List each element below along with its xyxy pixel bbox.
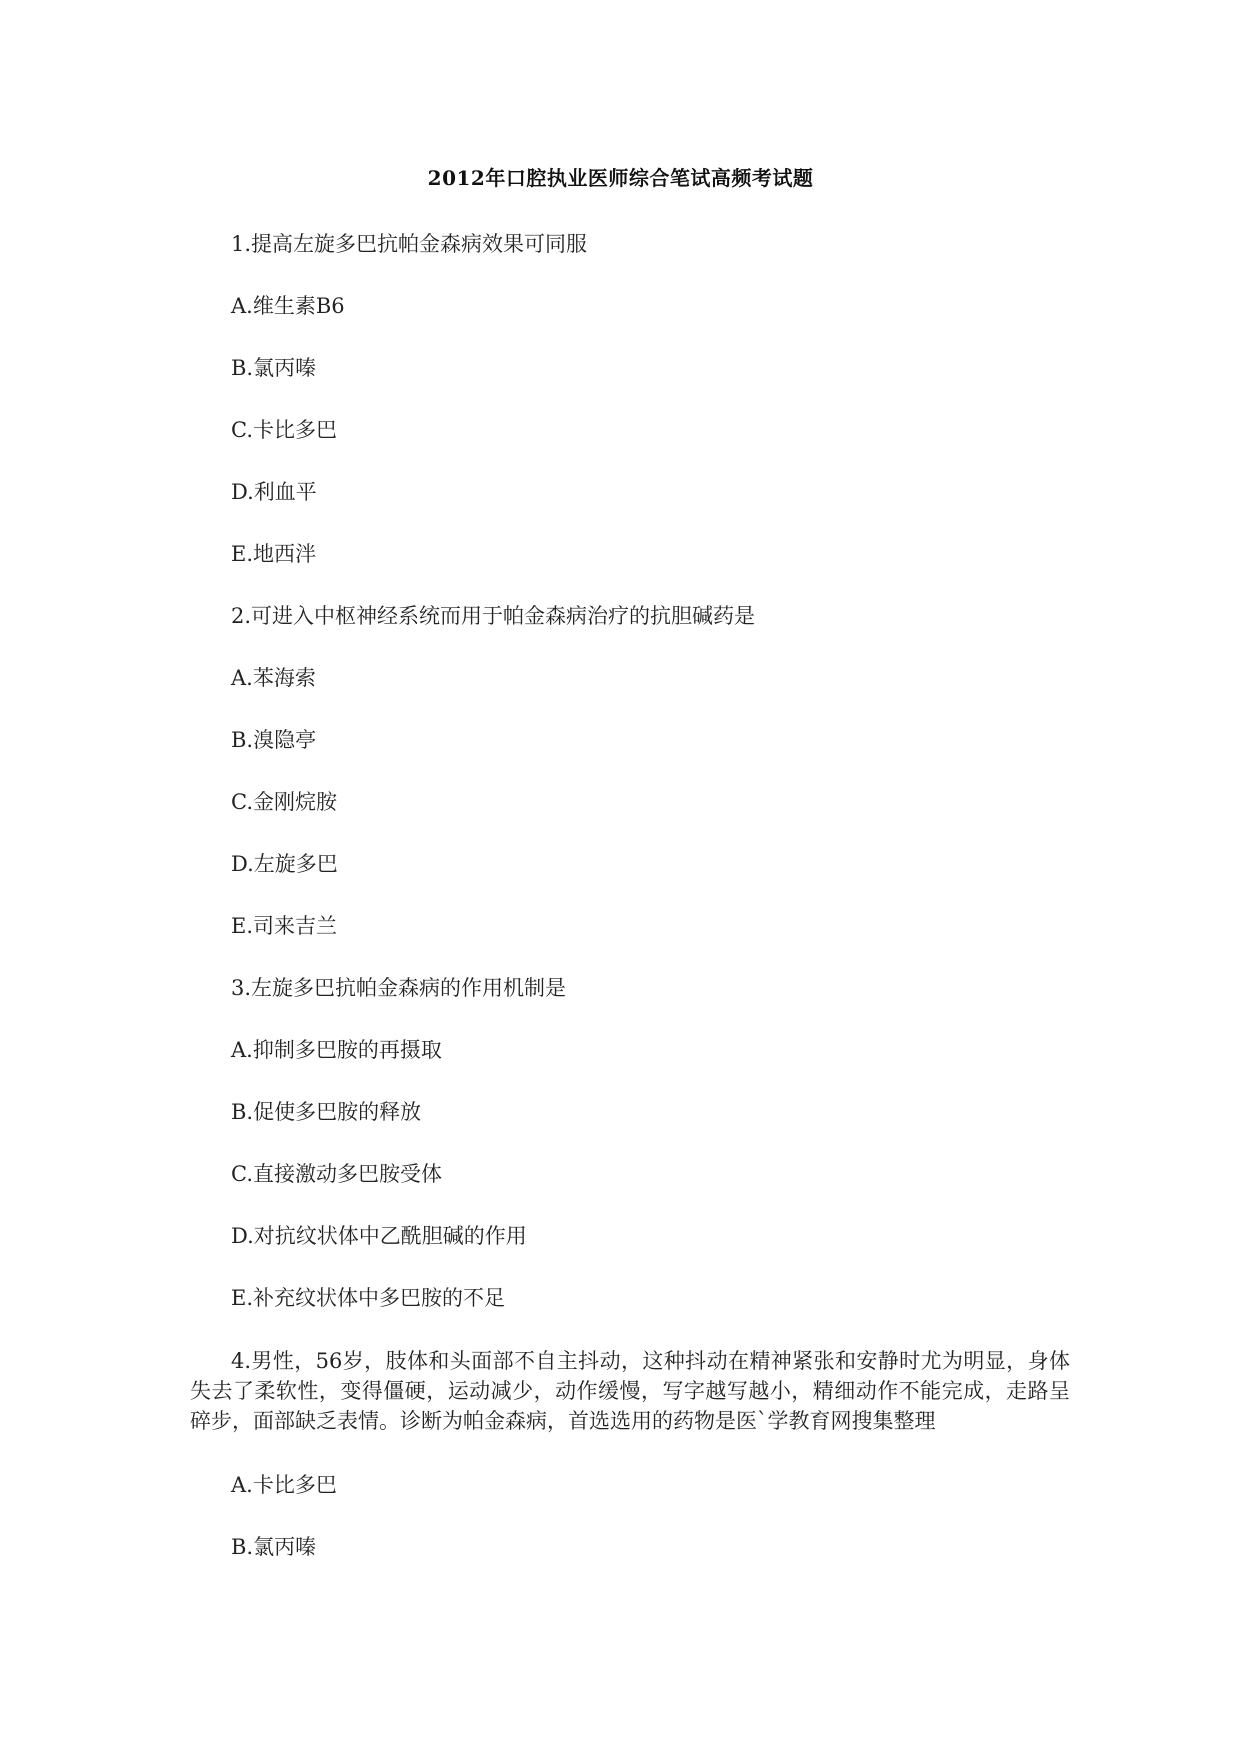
question-2-option-c: C.金刚烷胺 — [231, 790, 337, 814]
question-4-stem: 4.男性，56岁，肢体和头面部不自主抖动，这种抖动在精神紧张和安静时尤为明显，身体失去了柔软性，变得僵硬，运动减少，动作缓慢，写字越写越小，精细动作不能完成，走路呈碎步，面部缺乏表情。诊断为帕金森病，首选选用的药物是医`学教育网搜集整理 — [190, 1349, 1070, 1433]
question-3-option-d: D.对抗纹状体中乙酰胆碱的作用 — [231, 1224, 527, 1248]
question-3-option-c: C.直接激动多巴胺受体 — [231, 1162, 442, 1186]
question-3-stem: 3.左旋多巴抗帕金森病的作用机制是 — [231, 976, 567, 1000]
question-4-option-a: A.卡比多巴 — [231, 1473, 337, 1497]
question-1-option-d: D.利血平 — [231, 480, 317, 504]
question-1-stem: 1.提高左旋多巴抗帕金森病效果可同服 — [231, 232, 588, 256]
question-3-option-a: A.抑制多巴胺的再摄取 — [231, 1038, 442, 1062]
question-2-option-b: B.溴隐亭 — [231, 728, 317, 752]
question-1-option-c: C.卡比多巴 — [231, 418, 337, 442]
document-title: 2012年口腔执业医师综合笔试高频考试题 — [427, 166, 814, 190]
question-2-option-a: A.苯海索 — [231, 666, 316, 690]
question-1-option-a: A.维生素B6 — [231, 294, 345, 318]
question-2-stem: 2.可进入中枢神经系统而用于帕金森病治疗的抗胆碱药是 — [231, 604, 756, 628]
question-1-option-e: E.地西泮 — [231, 542, 317, 566]
question-3-option-e: E.补充纹状体中多巴胺的不足 — [231, 1286, 506, 1310]
question-1-option-b: B.氯丙嗪 — [231, 356, 317, 380]
question-2-option-e: E.司来吉兰 — [231, 914, 338, 938]
question-3-option-b: B.促使多巴胺的释放 — [231, 1100, 422, 1124]
question-2-option-d: D.左旋多巴 — [231, 852, 338, 876]
question-4-option-b: B.氯丙嗪 — [231, 1535, 317, 1559]
